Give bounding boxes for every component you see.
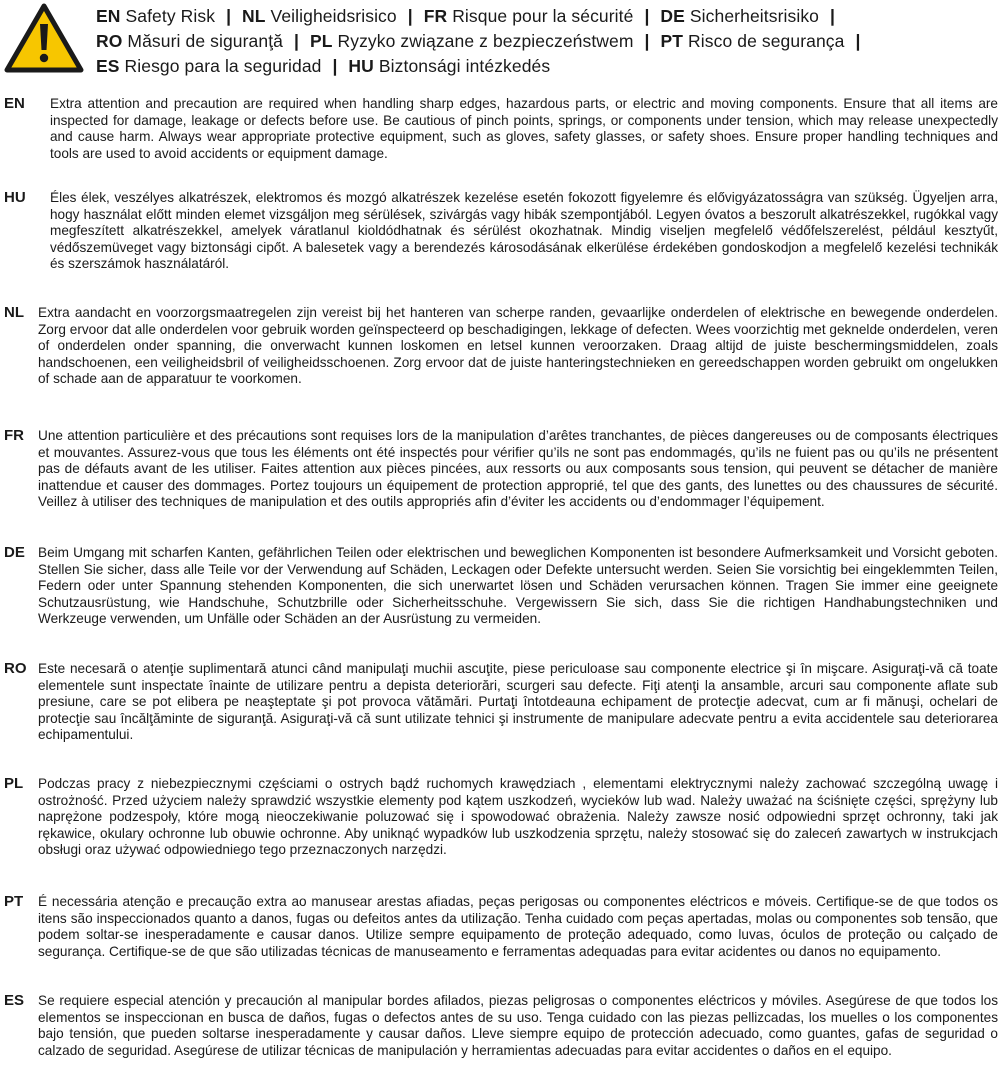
warning-triangle-icon (3, 2, 85, 74)
title-code: FR (423, 6, 448, 26)
section-text: Extra attention and precaution are required when handling sharp edges, hazardous parts, or electric and moving components. Ensure that all items are inspected for damage, leakage or defects before use. Be cautious of pinch points, springs, or components under tension, which may release unexpectedly and cause harm. Always wear appropriate protective equipment, such as gloves, safety glasses, or safety shoes. Ensure proper handling techniques and tools are used to avoid accidents or equipment damage. (50, 96, 998, 161)
title-separator: | (855, 31, 861, 51)
title-separator: | (644, 31, 650, 51)
section-text: Se requiere especial atención y precaución al manipular bordes afilados, piezas peligrosas o componentes eléctricos y móviles. Asegúrese de que todos los elementos se inspeccionan en busca de daños, fugas o defectos antes de su uso. Tenga cuidado con las piezas pellizcadas, los muelles o los componentes bajo tensión, que pueden soltarse inesperadamente y causar daños. Lleve siempre equipo de protección adecuado, como guantes, gafas de seguridad o calzado de seguridad. Asegúrese de utilizar técnicas de manipulación y herramientas adecuadas para evitar accidentes o daños en el equipo. (38, 993, 998, 1058)
title-code: EN (96, 6, 121, 26)
title-separator: | (293, 31, 299, 51)
title-separator: | (829, 6, 835, 26)
title-code: ES (96, 56, 120, 76)
title-label: Safety Risk (125, 6, 216, 26)
title-label: Măsuri de siguranţă (127, 31, 284, 51)
title-label: Veiligheidsrisico (270, 6, 397, 26)
title-label: Biztonsági intézkedés (378, 56, 551, 76)
title-code: NL (242, 6, 266, 26)
title-label: Ryzyko związane z bezpieczeństwem (337, 31, 634, 51)
header (0, 0, 1000, 82)
section-text: Une attention particulière et des précautions sont requises lors de la manipulation d’arêtes tranchantes, de pièces dangereuses ou de composants électriques et mouvantes. Assurez-vous que tous les éléments ont été inspectés pour vérifier qu’ils ne sont pas endommagés, qu’ils ne fuient pas ou qu’ils ne présentent pas de défauts avant de les utiliser. Faites attention aux pièces pincées, aux ressorts ou aux composants sous tension, qui peuvent se détacher de manière inattendue et causer des dommages. Portez toujours un équipement de protection approprié, tel que des gants, des lunettes ou des chaussures de sécurité. Veillez à utiliser des techniques de manipulation et des outils appropriés afin d’éviter les accidents ou d’endommager l’équipement. (38, 428, 998, 510)
title-separator: | (226, 6, 232, 26)
language-code: RO (4, 660, 27, 677)
title-code: PL (309, 31, 333, 51)
language-code: EN (4, 95, 25, 112)
language-code: HU (4, 189, 26, 206)
title-label: Sicherheitsrisiko (689, 6, 820, 26)
title-label: Risco de segurança (688, 31, 845, 51)
title-line (96, 4, 996, 29)
section-text: Este necesară o atenţie suplimentară atunci când manipulaţi muchii ascuţite, piese periculoase sau componente electrice şi în mişcare. Asiguraţi-vă că toate elementele sunt inspectate înainte de utilizare pentru a depista deteriorări, scurgeri sau defecte. Fiţi atenţi la ansamble, arcuri sau componente aflate sub presiune, care se pot elibera pe neaşteptate şi pot provoca vătămări. Purtaţi întotdeauna echipament de protecţie adecvat, cum ar fi mănuşi, ochelari de protecţie sau încălţăminte de siguranţă. Asiguraţi-vă că sunt utilizate tehnici şi instrumente de manipulare adecvate pentru a evita accidentele sau deteriorarea echipamentului. (38, 661, 998, 743)
title-label: Risque pour la sécurité (452, 6, 634, 26)
multilingual-title (96, 4, 996, 79)
section-text: Beim Umgang mit scharfen Kanten, gefährlichen Teilen oder elektrischen und beweglichen Komponenten ist besondere Aufmerksamkeit und Vorsicht geboten. Stellen Sie sicher, dass alle Teile vor der Verwendung auf Schäden, Leckagen oder Defekte untersucht werden. Seien Sie vorsichtig bei eingeklemmten Teilen, Federn oder unter Spannung stehenden Komponenten, die sich unerwartet lösen und Schäden verursachen können. Tragen Sie immer eine geeignete Schutzausrüstung, wie Handschuhe, Schutzbrille oder Sicherheitsschuhe. Vergewissern Sie sich, dass Sie die richtigen Handhabungstechniken und Werkzeuge verwenden, um Unfälle oder Schäden an der Ausrüstung zu vermeiden. (38, 545, 998, 627)
title-separator: | (332, 56, 338, 76)
language-code: DE (4, 544, 25, 561)
title-separator: | (644, 6, 650, 26)
language-code: NL (4, 304, 24, 321)
section-text: Podczas pracy z niebezpiecznymi częściami o ostrych bądź ruchomych krawędziach , elementami elektrycznymi należy zachować szczególną uwagę i ostrożność. Przed użyciem należy sprawdzić wszystkie elementy pod kątem uszkodzeń, wycieków lub wad. Należy uważać na ściśnięte części, sprężyny lub naprężone podzespoły, które mogą nieoczekiwanie poluzować się i spowodować obrażenia. Należy zawsze nosić odpowiedni sprzęt ochronny, taki jak rękawice, okulary ochronne lub obuwie ochronne. Aby uniknąć wypadków lub uszkodzenia sprzętu, należy stosować się do zaleceń zawartych w instrukcjach obsługi oraz używać odpowiedniego tego przeznaczonych narzędzi. (38, 776, 998, 858)
title-separator: | (407, 6, 413, 26)
section-text: Éles élek, veszélyes alkatrészek, elektromos és mozgó alkatrészek kezelése esetén fokozott figyelemre és elővigyázatosságra van szükség. Ügyeljen arra, hogy használat előtt minden elemet vizsgáljon meg sérülések, szivárgás vagy hibák szempontjából. Legyen óvatos a beszorult alkatrészekkel, rugókkal vagy megfeszített alkatrészekkel, amelyek váratlanul kioldódhatnak és sérülést okozhatnak. Mindig viseljen megfelelő védőfelszerelést, például kesztyűt, védőszemüveget vagy biztonsági cipőt. A balesetek vagy a berendezés károsodásának elkerülése érdekében gondoskodjon a megfelelő kezelési technikák és szerszámok használatáról. (50, 190, 998, 272)
title-code: DE (660, 6, 685, 26)
title-line (96, 29, 996, 54)
language-code: FR (4, 427, 24, 444)
section-text: É necessária atenção e precaução extra ao manusear arestas afiadas, peças perigosas ou componentes eléctricos e móveis. Certifique-se de que todos os itens são inspeccionados quanto a danos, fugas ou defeitos antes da utilização. Tenha cuidado com peças apertadas, molas ou componentes sob tensão, que podem soltar-se inesperadamente e causar danos. Utilize sempre equipamento de proteção adequado, como luvas, óculos de proteção ou calçado de segurança. Certifique-se de que são utilizadas técnicas de manuseamento e ferramentas adequadas para evitar acidentes ou danos no equipamento. (38, 894, 998, 959)
language-code: PT (4, 893, 24, 910)
title-code: PT (660, 31, 684, 51)
title-line (96, 54, 996, 79)
title-code: HU (348, 56, 374, 76)
language-code: PL (4, 775, 24, 792)
language-code: ES (4, 992, 25, 1009)
title-code: RO (96, 31, 123, 51)
section-text: Extra aandacht en voorzorgsmaatregelen zijn vereist bij het hanteren van scherpe randen, gevaarlijke onderdelen of elektrische en bewegende onderdelen. Zorg ervoor dat alle onderdelen voor gebruik worden geïnspecteerd op beschadigingen, lekkage of defecten. Wees voorzichtig met geknelde onderdelen, veren of onderdelen onder spanning, die onverwacht kunnen loskomen en letsel kunnen veroorzaken. Draag altijd de juiste beschermingsmiddelen, zoals handschoenen, een veiligheidsbril of veiligheidsschoenen. Zorg ervoor dat de juiste hanteringstechnieken en gereedschappen worden gebruikt om ongelukken of schade aan de apparatuur te voorkomen. (38, 305, 998, 387)
title-label: Riesgo para la seguridad (124, 56, 322, 76)
